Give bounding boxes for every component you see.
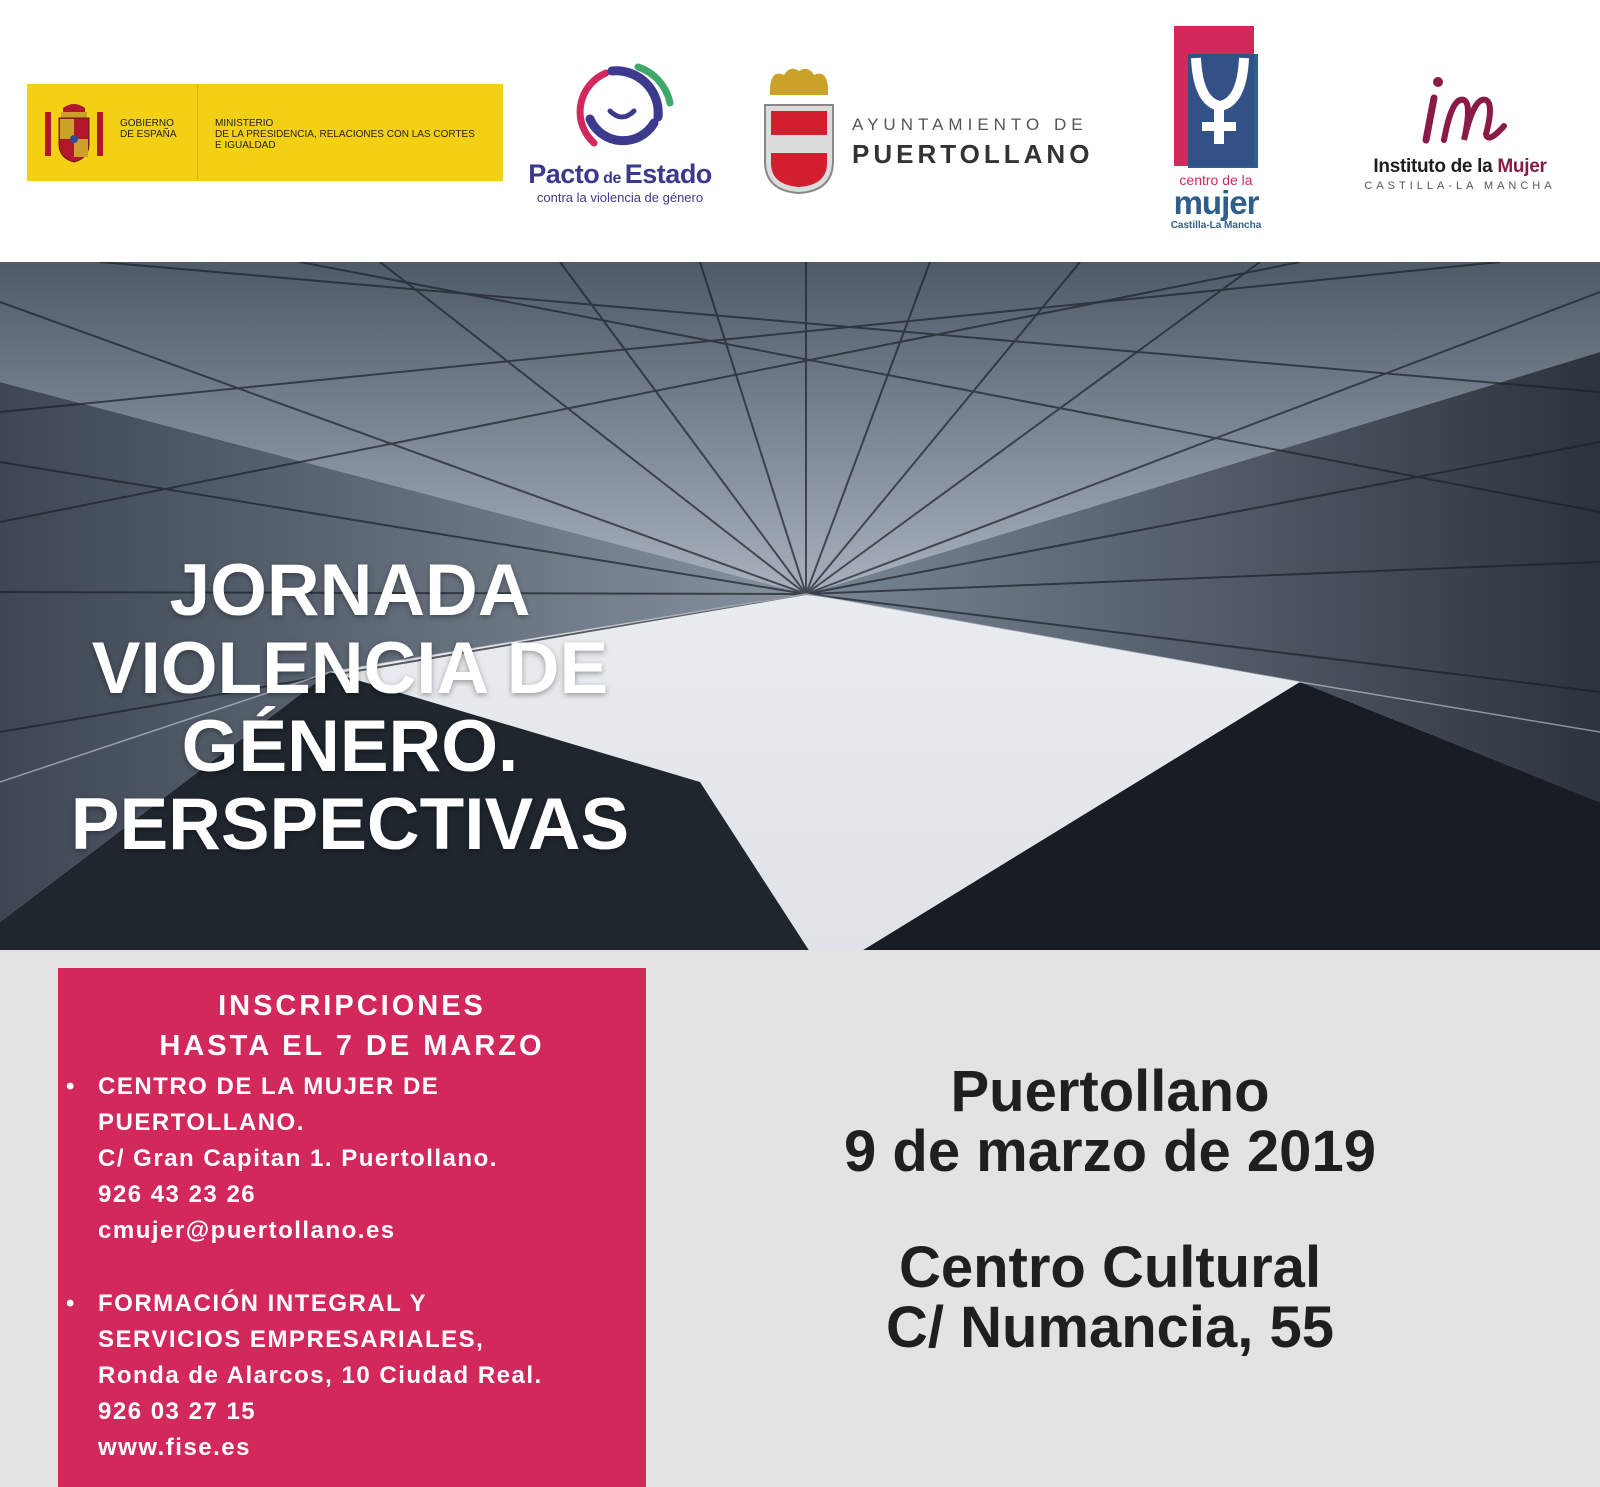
mujer-text: mujer (1173, 184, 1259, 221)
bullet: • (66, 1290, 76, 1317)
instituto-region-text: CASTILLA-LA MANCHA (1364, 180, 1556, 192)
instituto-text-b: Mujer (1497, 156, 1547, 177)
entry-address: Ronda de Alarcos, 10 Ciudad Real. (98, 1362, 543, 1389)
entry-line: FORMACIÓN INTEGRAL Y (98, 1290, 428, 1317)
puertollano-crest-icon (762, 65, 837, 199)
gobierno-text: GOBIERNO DE ESPAÑA (120, 118, 177, 140)
inscripciones-box (58, 968, 646, 1487)
pacto-title (520, 159, 720, 190)
logo-band (0, 0, 1600, 262)
hero-title-line: GÉNERO. (181, 706, 519, 787)
venus-symbol-icon (1168, 22, 1264, 172)
pacto-title-a: Pacto (528, 159, 600, 189)
entry-website: www.fise.es (98, 1434, 251, 1461)
entry-line: CENTRO DE LA MUJER DE (98, 1073, 440, 1100)
entry-line: SERVICIOS EMPRESARIALES, (98, 1326, 485, 1353)
registration-entry (66, 1286, 638, 1466)
bullet: • (66, 1073, 76, 1100)
gobierno-espana-logo (27, 84, 503, 181)
gobierno-separator (197, 84, 198, 181)
entry-address: C/ Gran Capitan 1. Puertollano. (98, 1145, 498, 1172)
registration-entry (66, 1069, 638, 1249)
instituto-de-la-mujer-logo (1350, 74, 1570, 199)
pacto-subtitle: contra la violencia de género (536, 190, 704, 205)
entry-phone: 926 03 27 15 (98, 1398, 257, 1425)
ayuntamiento-puertollano-logo (762, 65, 1117, 200)
hero-banner (0, 262, 1600, 952)
ayuntamiento-text: AYUNTAMIENTO DE (852, 115, 1088, 134)
ministerio-text: MINISTERIO DE LA PRESIDENCIA, RELACIONES CON LAS CORTES E IGUALDAD (215, 118, 475, 151)
event-venue: Centro Cultural (898, 1235, 1322, 1300)
inscripciones-deadline: HASTA EL 7 DE MARZO (159, 1030, 545, 1062)
event-spacer (660, 1182, 1560, 1238)
event-details (660, 1059, 1560, 1360)
pacto-title-b: Estado (624, 159, 712, 189)
entry-email: cmujer@puertollano.es (98, 1217, 396, 1244)
event-city: Puertollano (950, 1059, 1270, 1124)
hero-title-line: VIOLENCIA DE (91, 628, 609, 709)
instituto-text (1350, 156, 1570, 178)
hero-title (30, 552, 670, 864)
inscripciones-heading: INSCRIPCIONES (218, 990, 486, 1022)
entry-phone: 926 43 23 26 (98, 1181, 257, 1208)
centro-de-la-text: centro de la (1179, 172, 1253, 188)
centro-de-la-mujer-logo (1168, 22, 1268, 240)
info-section (0, 950, 1600, 1487)
hero-title-line: PERSPECTIVAS (70, 784, 630, 865)
entry-line: PUERTOLLANO. (98, 1109, 305, 1136)
event-date: 9 de marzo de 2019 (844, 1119, 1376, 1184)
spain-coat-of-arms-icon (41, 98, 107, 168)
castilla-la-mancha-text: Castilla-La Mancha (1170, 220, 1262, 231)
puertollano-text: PUERTOLLANO (852, 139, 1094, 169)
instituto-text-a: Instituto de la (1373, 156, 1498, 177)
pacto-smile-icon (560, 59, 680, 159)
pacto-title-de: de (599, 170, 625, 187)
im-monogram-icon (1418, 74, 1518, 146)
event-address: C/ Numancia, 55 (885, 1295, 1335, 1360)
pacto-de-estado-logo (520, 55, 720, 210)
hero-title-line: JORNADA (169, 550, 531, 631)
